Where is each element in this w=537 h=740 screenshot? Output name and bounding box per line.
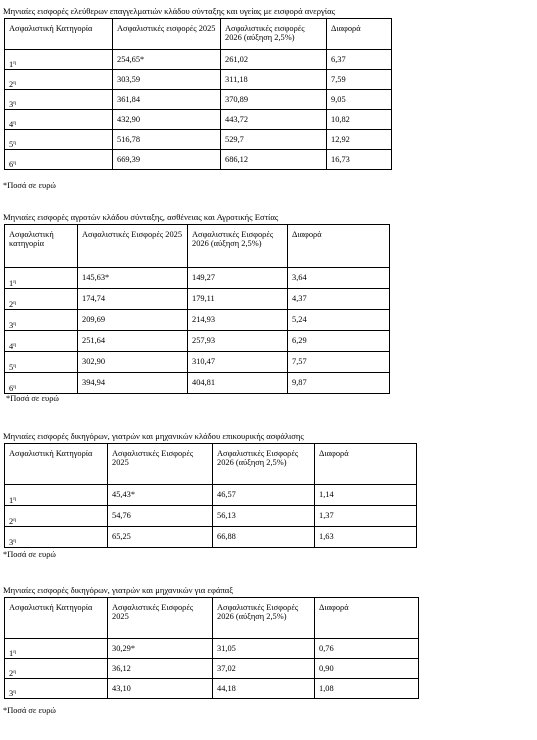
- value-2025-cell: 669,39: [113, 150, 221, 170]
- difference-cell: 3,64: [288, 268, 390, 289]
- value-2025-cell: 251,64: [78, 331, 188, 352]
- value-2026-cell: 66,88: [213, 527, 315, 548]
- section-3-table: [4, 443, 417, 548]
- header-category: Ασφαλιστική Κατηγορία: [5, 444, 108, 485]
- table-row: [5, 485, 417, 506]
- value-2025-cell: 65,25: [108, 527, 213, 548]
- table-row: [5, 289, 390, 310]
- value-2026-cell: 370,89: [221, 90, 327, 110]
- table-row: [5, 90, 392, 110]
- value-2026-cell: 31,05: [213, 639, 315, 659]
- table-row: [5, 50, 392, 70]
- table-row: [5, 130, 392, 150]
- header-2026: Ασφαλιστικές εισφορές 2026 (αύξηση 2,5%): [221, 19, 327, 50]
- difference-cell: 12,92: [327, 130, 392, 150]
- section-4-table: [4, 597, 419, 699]
- difference-cell: 10,82: [327, 110, 392, 130]
- value-2026-cell: 56,13: [213, 506, 315, 527]
- category-cell: $5^\eta$: [5, 130, 113, 150]
- difference-cell: 7,57: [288, 352, 390, 373]
- table-header-row: [5, 598, 419, 639]
- value-2026-cell: 44,18: [213, 679, 315, 699]
- value-2025-cell: 45,43*: [108, 485, 213, 506]
- value-2025-cell: 54,76: [108, 506, 213, 527]
- header-2025: Ασφαλιστικές Εισφορές 2025: [108, 598, 213, 639]
- value-2025-cell: 174,74: [78, 289, 188, 310]
- table-row: [5, 268, 390, 289]
- table-header-row: [5, 444, 417, 485]
- table-row: [5, 110, 392, 130]
- header-2026: Ασφαλιστικές Εισφορές 2026 (αύξηση 2,5%): [213, 598, 315, 639]
- category-cell: $2^\eta$: [5, 659, 108, 679]
- difference-cell: 1,08: [315, 679, 419, 699]
- table-header-row: [5, 19, 392, 50]
- header-category: Ασφαλιστική Κατηγορία: [5, 598, 108, 639]
- category-cell: $1^\eta$: [5, 485, 108, 506]
- header-2025: Ασφαλιστικές εισφορές 2025: [113, 19, 221, 50]
- difference-cell: 0,76: [315, 639, 419, 659]
- header-difference: Διαφορά: [288, 225, 390, 268]
- difference-cell: 7,59: [327, 70, 392, 90]
- value-2025-cell: 43,10: [108, 679, 213, 699]
- table-row: [5, 527, 417, 548]
- table-row: [5, 506, 417, 527]
- difference-cell: 1,37: [315, 506, 417, 527]
- table-row: [5, 639, 419, 659]
- value-2025-cell: 209,69: [78, 310, 188, 331]
- category-cell: $5^\eta$: [5, 352, 78, 373]
- value-2025-cell: 516,78: [113, 130, 221, 150]
- section-1-table: [4, 18, 392, 170]
- value-2025-cell: 394,94: [78, 373, 188, 394]
- value-2026-cell: 179,11: [188, 289, 288, 310]
- header-category: Ασφαλιστική Κατηγορία: [5, 19, 113, 50]
- value-2026-cell: 310,47: [188, 352, 288, 373]
- section-2-title: Μηνιαίες εισφορές αγροτών κλάδου σύνταξης, ασθένειας και Αγροτικής Εστίας: [3, 212, 279, 222]
- section-4-title: Μηνιαίες εισφορές δικηγόρων, γιατρών και μηχανικών για εφάπαξ: [3, 585, 234, 595]
- value-2026-cell: 149,27: [188, 268, 288, 289]
- category-cell: $2^\eta$: [5, 506, 108, 527]
- difference-cell: 4,37: [288, 289, 390, 310]
- difference-cell: 0,90: [315, 659, 419, 679]
- category-cell: $2^\eta$: [5, 70, 113, 90]
- difference-cell: 1,63: [315, 527, 417, 548]
- section-3-title: Μηνιαίες εισφορές δικηγόρων, γιατρών και μηχανικών κλάδου επικουρικής ασφάλισης: [3, 431, 304, 441]
- value-2025-cell: 361,84: [113, 90, 221, 110]
- header-category: Ασφαλιστική κατηγορία: [5, 225, 78, 268]
- value-2025-cell: 254,65*: [113, 50, 221, 70]
- table-row: [5, 331, 390, 352]
- value-2026-cell: 214,93: [188, 310, 288, 331]
- value-2025-cell: 36,12: [108, 659, 213, 679]
- header-2026: Ασφαλιστικές Εισφορές 2026 (αύξηση 2,5%): [213, 444, 315, 485]
- difference-cell: 5,24: [288, 310, 390, 331]
- value-2026-cell: 311,18: [221, 70, 327, 90]
- category-cell: $4^\eta$: [5, 110, 113, 130]
- section-4-note: *Ποσά σε ευρώ: [3, 706, 56, 715]
- value-2025-cell: 30,29*: [108, 639, 213, 659]
- table-row: [5, 352, 390, 373]
- header-difference: Διαφορά: [315, 598, 419, 639]
- table-row: [5, 310, 390, 331]
- value-2026-cell: 257,93: [188, 331, 288, 352]
- section-1-title: Μηνιαίες εισφορές ελεύθερων επαγγελματιών κλάδου σύνταξης και υγείας με εισφορά ανεργίας: [3, 6, 336, 16]
- table-row: [5, 150, 392, 170]
- section-3-note: *Ποσά σε ευρώ: [3, 550, 56, 559]
- value-2025-cell: 145,63*: [78, 268, 188, 289]
- category-cell: $4^\eta$: [5, 331, 78, 352]
- value-2025-cell: 303,59: [113, 70, 221, 90]
- category-cell: $1^\eta$: [5, 639, 108, 659]
- value-2026-cell: 686,12: [221, 150, 327, 170]
- section-2-table: [4, 224, 390, 394]
- difference-cell: 1,14: [315, 485, 417, 506]
- table-row: [5, 70, 392, 90]
- table-header-row: [5, 225, 390, 268]
- table-row: [5, 659, 419, 679]
- table-row: [5, 679, 419, 699]
- category-cell: $3^\eta$: [5, 527, 108, 548]
- section-2-note: *Ποσά σε ευρώ: [6, 394, 59, 403]
- difference-cell: 9,87: [288, 373, 390, 394]
- header-difference: Διαφορά: [315, 444, 417, 485]
- value-2026-cell: 443,72: [221, 110, 327, 130]
- value-2026-cell: 46,57: [213, 485, 315, 506]
- difference-cell: 6,29: [288, 331, 390, 352]
- value-2026-cell: 529,7: [221, 130, 327, 150]
- header-2025: Ασφαλιστικές Εισφορές 2025: [78, 225, 188, 268]
- value-2026-cell: 404,81: [188, 373, 288, 394]
- value-2025-cell: 302,90: [78, 352, 188, 373]
- section-1-note: *Ποσά σε ευρώ: [3, 181, 56, 190]
- category-cell: $1^\eta$: [5, 268, 78, 289]
- category-cell: $2^\eta$: [5, 289, 78, 310]
- difference-cell: 16,73: [327, 150, 392, 170]
- header-2026: Ασφαλιστικές Εισφορές 2026 (αύξηση 2,5%): [188, 225, 288, 268]
- value-2026-cell: 37,02: [213, 659, 315, 679]
- table-row: [5, 373, 390, 394]
- category-cell: $3^\eta$: [5, 310, 78, 331]
- value-2025-cell: 432,90: [113, 110, 221, 130]
- value-2026-cell: 261,02: [221, 50, 327, 70]
- category-cell: $3^\eta$: [5, 679, 108, 699]
- category-cell: $6^\eta$: [5, 150, 113, 170]
- category-cell: $6^\eta$: [5, 373, 78, 394]
- header-2025: Ασφαλιστικές Εισφορές 2025: [108, 444, 213, 485]
- category-cell: $1^\eta$: [5, 50, 113, 70]
- difference-cell: 9,05: [327, 90, 392, 110]
- difference-cell: 6,37: [327, 50, 392, 70]
- category-cell: $3^\eta$: [5, 90, 113, 110]
- header-difference: Διαφορά: [327, 19, 392, 50]
